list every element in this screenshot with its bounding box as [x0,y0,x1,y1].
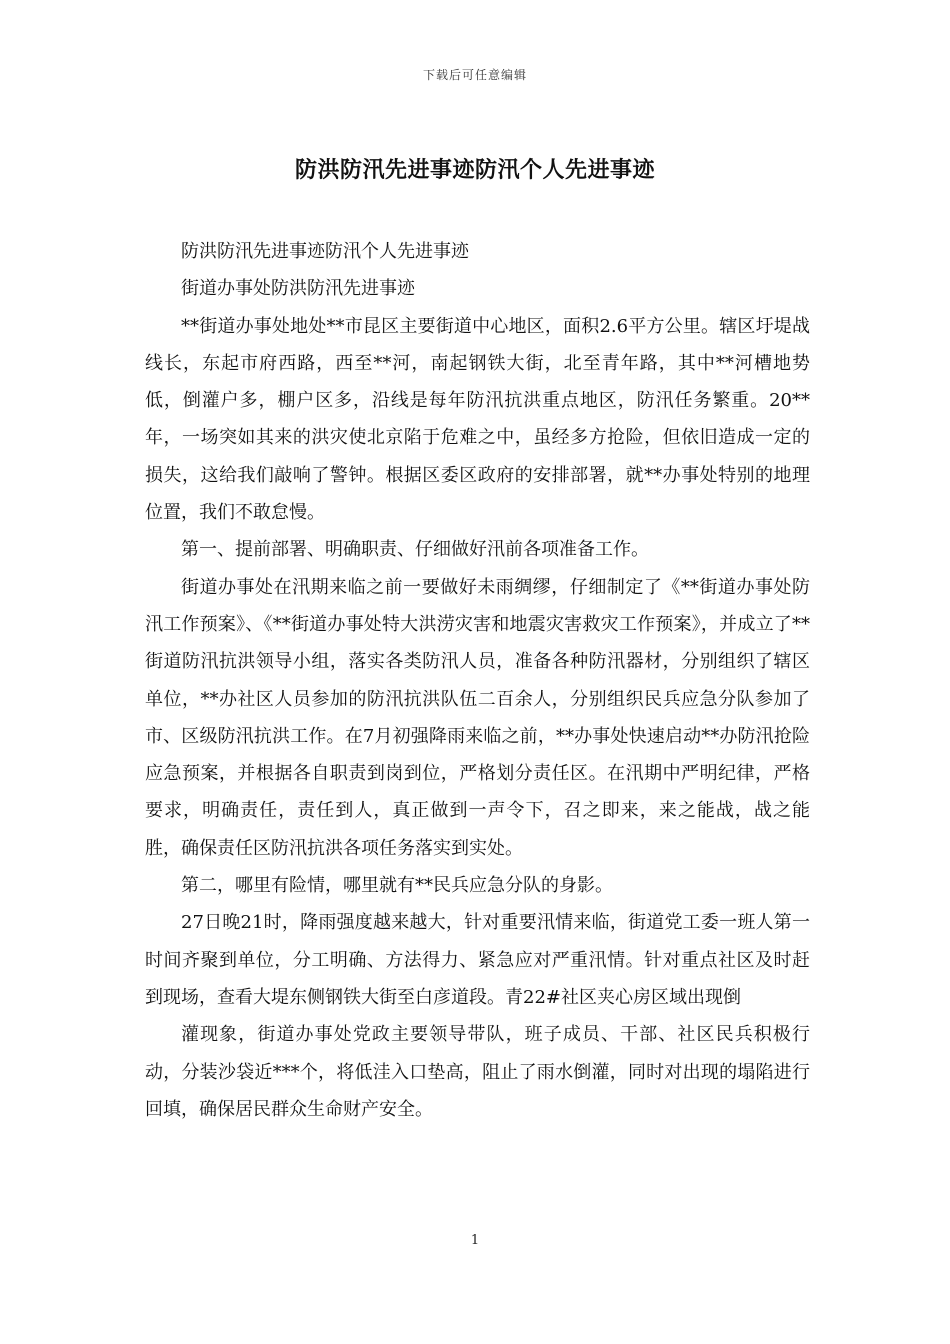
paragraph: 第二，哪里有险情，哪里就有**民兵应急分队的身影。 [181,875,613,897]
paragraph: 灌现象，街道办事处党政主要领导带队，班子成员、干部、社区民兵积极行动，分装沙袋近***个，将低洼入口垫高，阻止了雨水倒灌，同时对出现的塌陷进行回填，确保居民群众生命财产安全。 [145,1024,810,1120]
paragraph: 27日晚21时，降雨强度越来越大，针对重要汛情来临，街道党工委一班人第一时间齐聚到单位，分工明确、方法得力、紧急应对严重汛情。针对重点社区及时赶到现场，查看大堤东侧钢铁大街至白彦道段。青22#社区夹心房区域出现倒 [145,912,810,1008]
paragraph: **街道办事处地处**市昆区主要街道中心地区，面积2.6平方公里。辖区圩堤战线长，东起市府西路，西至**河，南起钢铁大街，北至青年路，其中**河槽地势低，倒灌户多，棚户区多，沿线是每年防汛抗洪重点地区，防汛任务繁重。20**年，一场突如其来的洪灾使北京陷于危难之中，虽经多方抢险，但依旧造成一定的损失，这给我们敲响了警钟。根据区委区政府的安排部署，就**办事处特别的地理位置，我们不敢怠慢。 [145,315,810,524]
paragraph: 第一、提前部署、明确职责、仔细做好汛前各项准备工作。 [181,539,649,561]
document-title: 防洪防汛先进事迹防汛个人先进事迹 [294,157,655,183]
paragraph: 防洪防汛先进事迹防汛个人先进事迹 [181,241,469,262]
paragraph: 街道办事处防洪防汛先进事迹 [181,278,415,300]
page-number: 1 [470,1233,480,1248]
header-note: 下载后可任意编辑 [422,68,527,82]
document-body [145,233,810,1128]
paragraph: 街道办事处在汛期来临之前一要做好未雨绸缪，仔细制定了《**街道办事处防汛工作预案》、《**街道办事处特大洪涝灾害和地震灾害救灾工作预案》，并成立了**街道防汛抗洪领导小组，落实各类防汛人员，准备各种防汛器材，分别组织了辖区单位，**办社区人员参加的防汛抗洪队伍二百余人，分别组织民兵应急分队参加了市、区级防汛抗洪工作。在7月初强降雨来临之前，**办事处快速启动**办防汛抢险应急预案，并根据各自职责到岗到位，严格划分责任区。在汛期中严明纪律，严格要求，明确责任，责任到人，真正做到一声令下，召之即来，来之能战，战之能胜，确保责任区防汛抗洪各项任务落实到实处。 [145,576,810,859]
